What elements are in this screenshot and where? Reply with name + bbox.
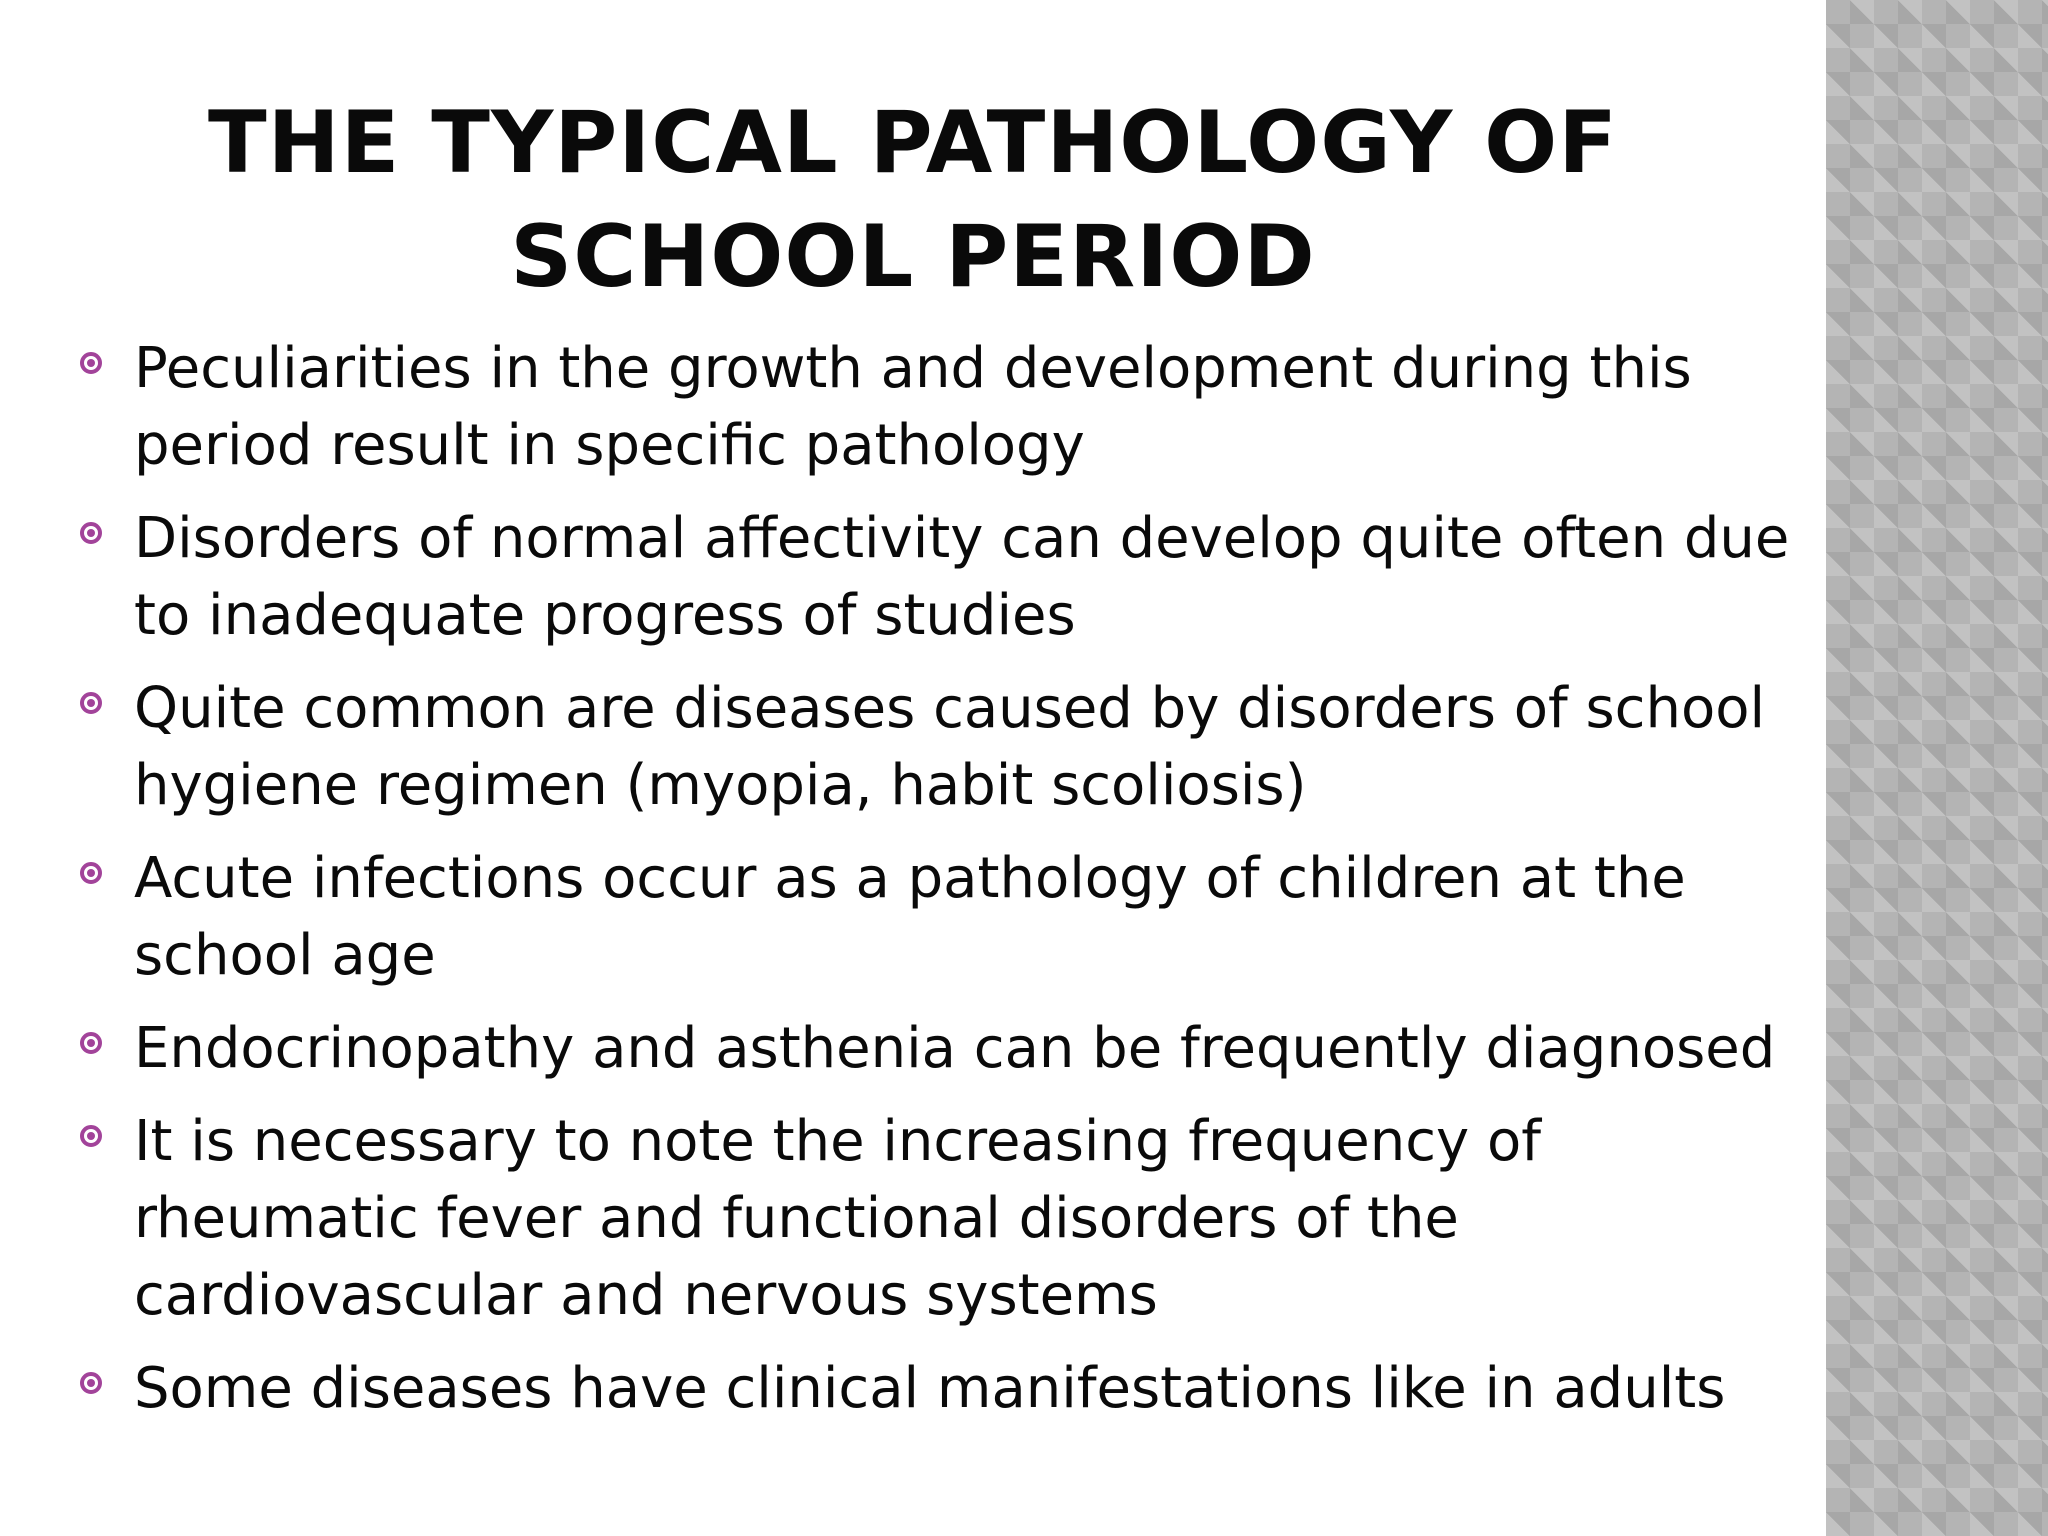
bullet-text: Quite common are diseases caused by disorders of school hygiene regimen (myopia, habit scoliosis) bbox=[134, 676, 1766, 818]
circle-dot-icon bbox=[80, 522, 102, 544]
bullet-item bbox=[78, 840, 1798, 994]
bullet-item bbox=[78, 1103, 1798, 1334]
circle-dot-icon bbox=[80, 1372, 102, 1394]
slide-title bbox=[0, 86, 1826, 314]
bullet-text: Disorders of normal affectivity can develop quite often due to inadequate progress of studies bbox=[134, 506, 1790, 648]
slide-title-line-2: SCHOOL PERIOD bbox=[510, 207, 1316, 307]
circle-dot-icon bbox=[80, 692, 102, 714]
bullet-item bbox=[78, 1350, 1798, 1427]
circle-dot-icon bbox=[80, 1125, 102, 1147]
circle-dot-icon bbox=[80, 352, 102, 374]
bullet-text: Some diseases have clinical manifestations like in adults bbox=[134, 1356, 1726, 1421]
bullet-item bbox=[78, 500, 1798, 654]
bullet-item bbox=[78, 1010, 1798, 1087]
bullet-text: Endocrinopathy and asthenia can be frequently diagnosed bbox=[134, 1016, 1776, 1081]
decorative-pattern-panel bbox=[1826, 0, 2048, 1536]
bullet-text: Acute infections occur as a pathology of children at the school age bbox=[134, 846, 1686, 988]
circle-dot-icon bbox=[80, 862, 102, 884]
bullet-list bbox=[78, 330, 1798, 1443]
bullet-item bbox=[78, 670, 1798, 824]
slide-title-line-1: THE TYPICAL PATHOLOGY OF bbox=[207, 93, 1619, 193]
circle-dot-icon bbox=[80, 1032, 102, 1054]
bullet-text: It is necessary to note the increasing frequency of rheumatic fever and functional disorders of the cardiovascular and nervous systems bbox=[134, 1109, 1541, 1328]
bullet-item bbox=[78, 330, 1798, 484]
bullet-text: Peculiarities in the growth and development during this period result in specific pathology bbox=[134, 336, 1692, 478]
